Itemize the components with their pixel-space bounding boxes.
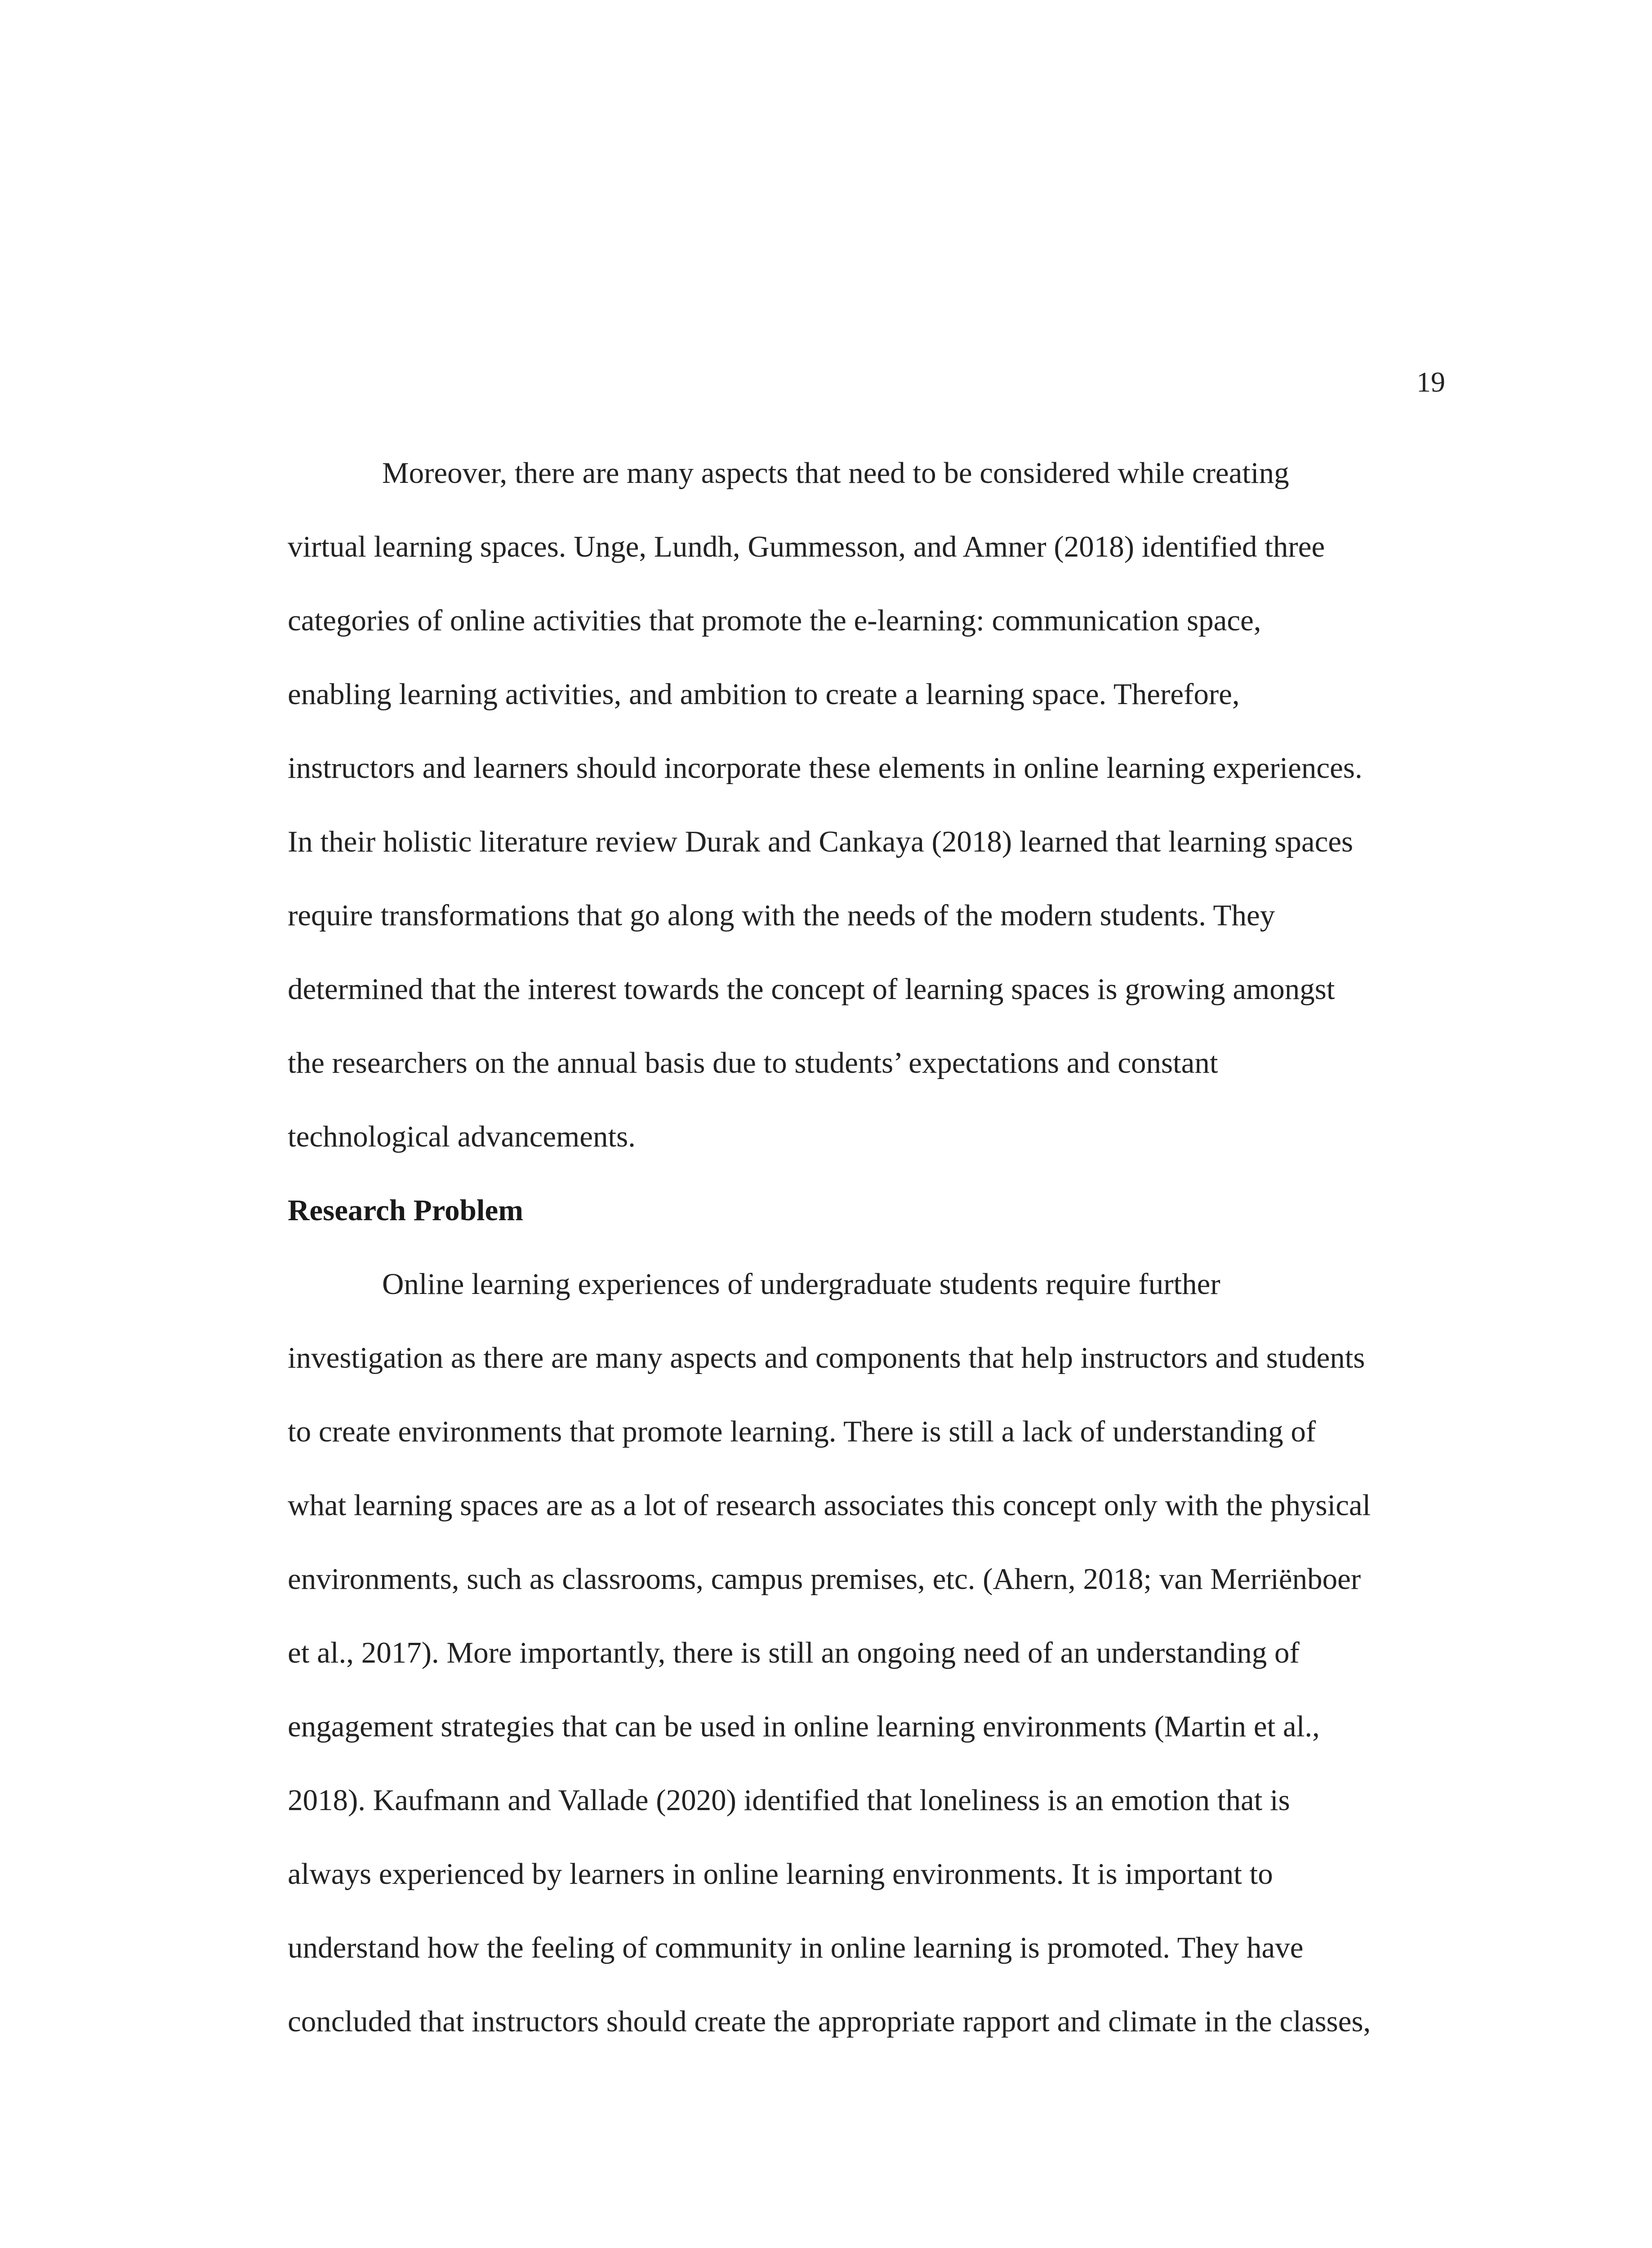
text-line: always experienced by learners in online learning environments. It is important to <box>288 1857 1273 1891</box>
text-line: the researchers on the annual basis due to students’ expectations and constant <box>288 1046 1218 1079</box>
text-line: require transformations that go along with the needs of the modern students. They <box>288 899 1275 932</box>
text-line: enabling learning activities, and ambition to create a learning space. Therefore, <box>288 678 1240 711</box>
text-line: virtual learning spaces. Unge, Lundh, Gummesson, and Amner (2018) identified three <box>288 530 1325 563</box>
section-heading: Research Problem <box>288 1194 524 1227</box>
text-line: environments, such as classrooms, campus premises, etc. (Ahern, 2018; van Merriënboer <box>288 1562 1361 1596</box>
text-line: et al., 2017). More importantly, there is still an ongoing need of an understanding of <box>288 1636 1300 1669</box>
text-line: understand how the feeling of community in online learning is promoted. They have <box>288 1931 1304 1964</box>
text-line: In their holistic literature review Durak and Cankaya (2018) learned that learning spaces <box>288 825 1354 858</box>
text-line: to create environments that promote learning. There is still a lack of understanding of <box>288 1415 1316 1448</box>
text-line: Online learning experiences of undergraduate students require further <box>382 1267 1220 1301</box>
paragraph-research-problem <box>288 1247 1438 2058</box>
text-line: instructors and learners should incorporate these elements in online learning experiences. <box>288 751 1363 785</box>
text-line: technological advancements. <box>288 1120 636 1153</box>
body-text <box>288 436 1438 2058</box>
text-line: what learning spaces are as a lot of research associates this concept only with the physical <box>288 1489 1371 1522</box>
text-line: concluded that instructors should create the appropriate rapport and climate in the classes, <box>288 2005 1371 2038</box>
text-line: determined that the interest towards the concept of learning spaces is growing amongst <box>288 972 1335 1006</box>
page-number: 19 <box>1416 366 1445 398</box>
text-line: engagement strategies that can be used in online learning environments (Martin et al., <box>288 1710 1320 1743</box>
text-line: categories of online activities that promote the e-learning: communication space, <box>288 604 1261 637</box>
text-line: Moreover, there are many aspects that need to be considered while creating <box>382 456 1289 490</box>
text-line: 2018). Kaufmann and Vallade (2020) identified that loneliness is an emotion that is <box>288 1784 1290 1817</box>
paragraph-learning-spaces <box>288 436 1438 1173</box>
text-line: investigation as there are many aspects and components that help instructors and students <box>288 1341 1365 1374</box>
